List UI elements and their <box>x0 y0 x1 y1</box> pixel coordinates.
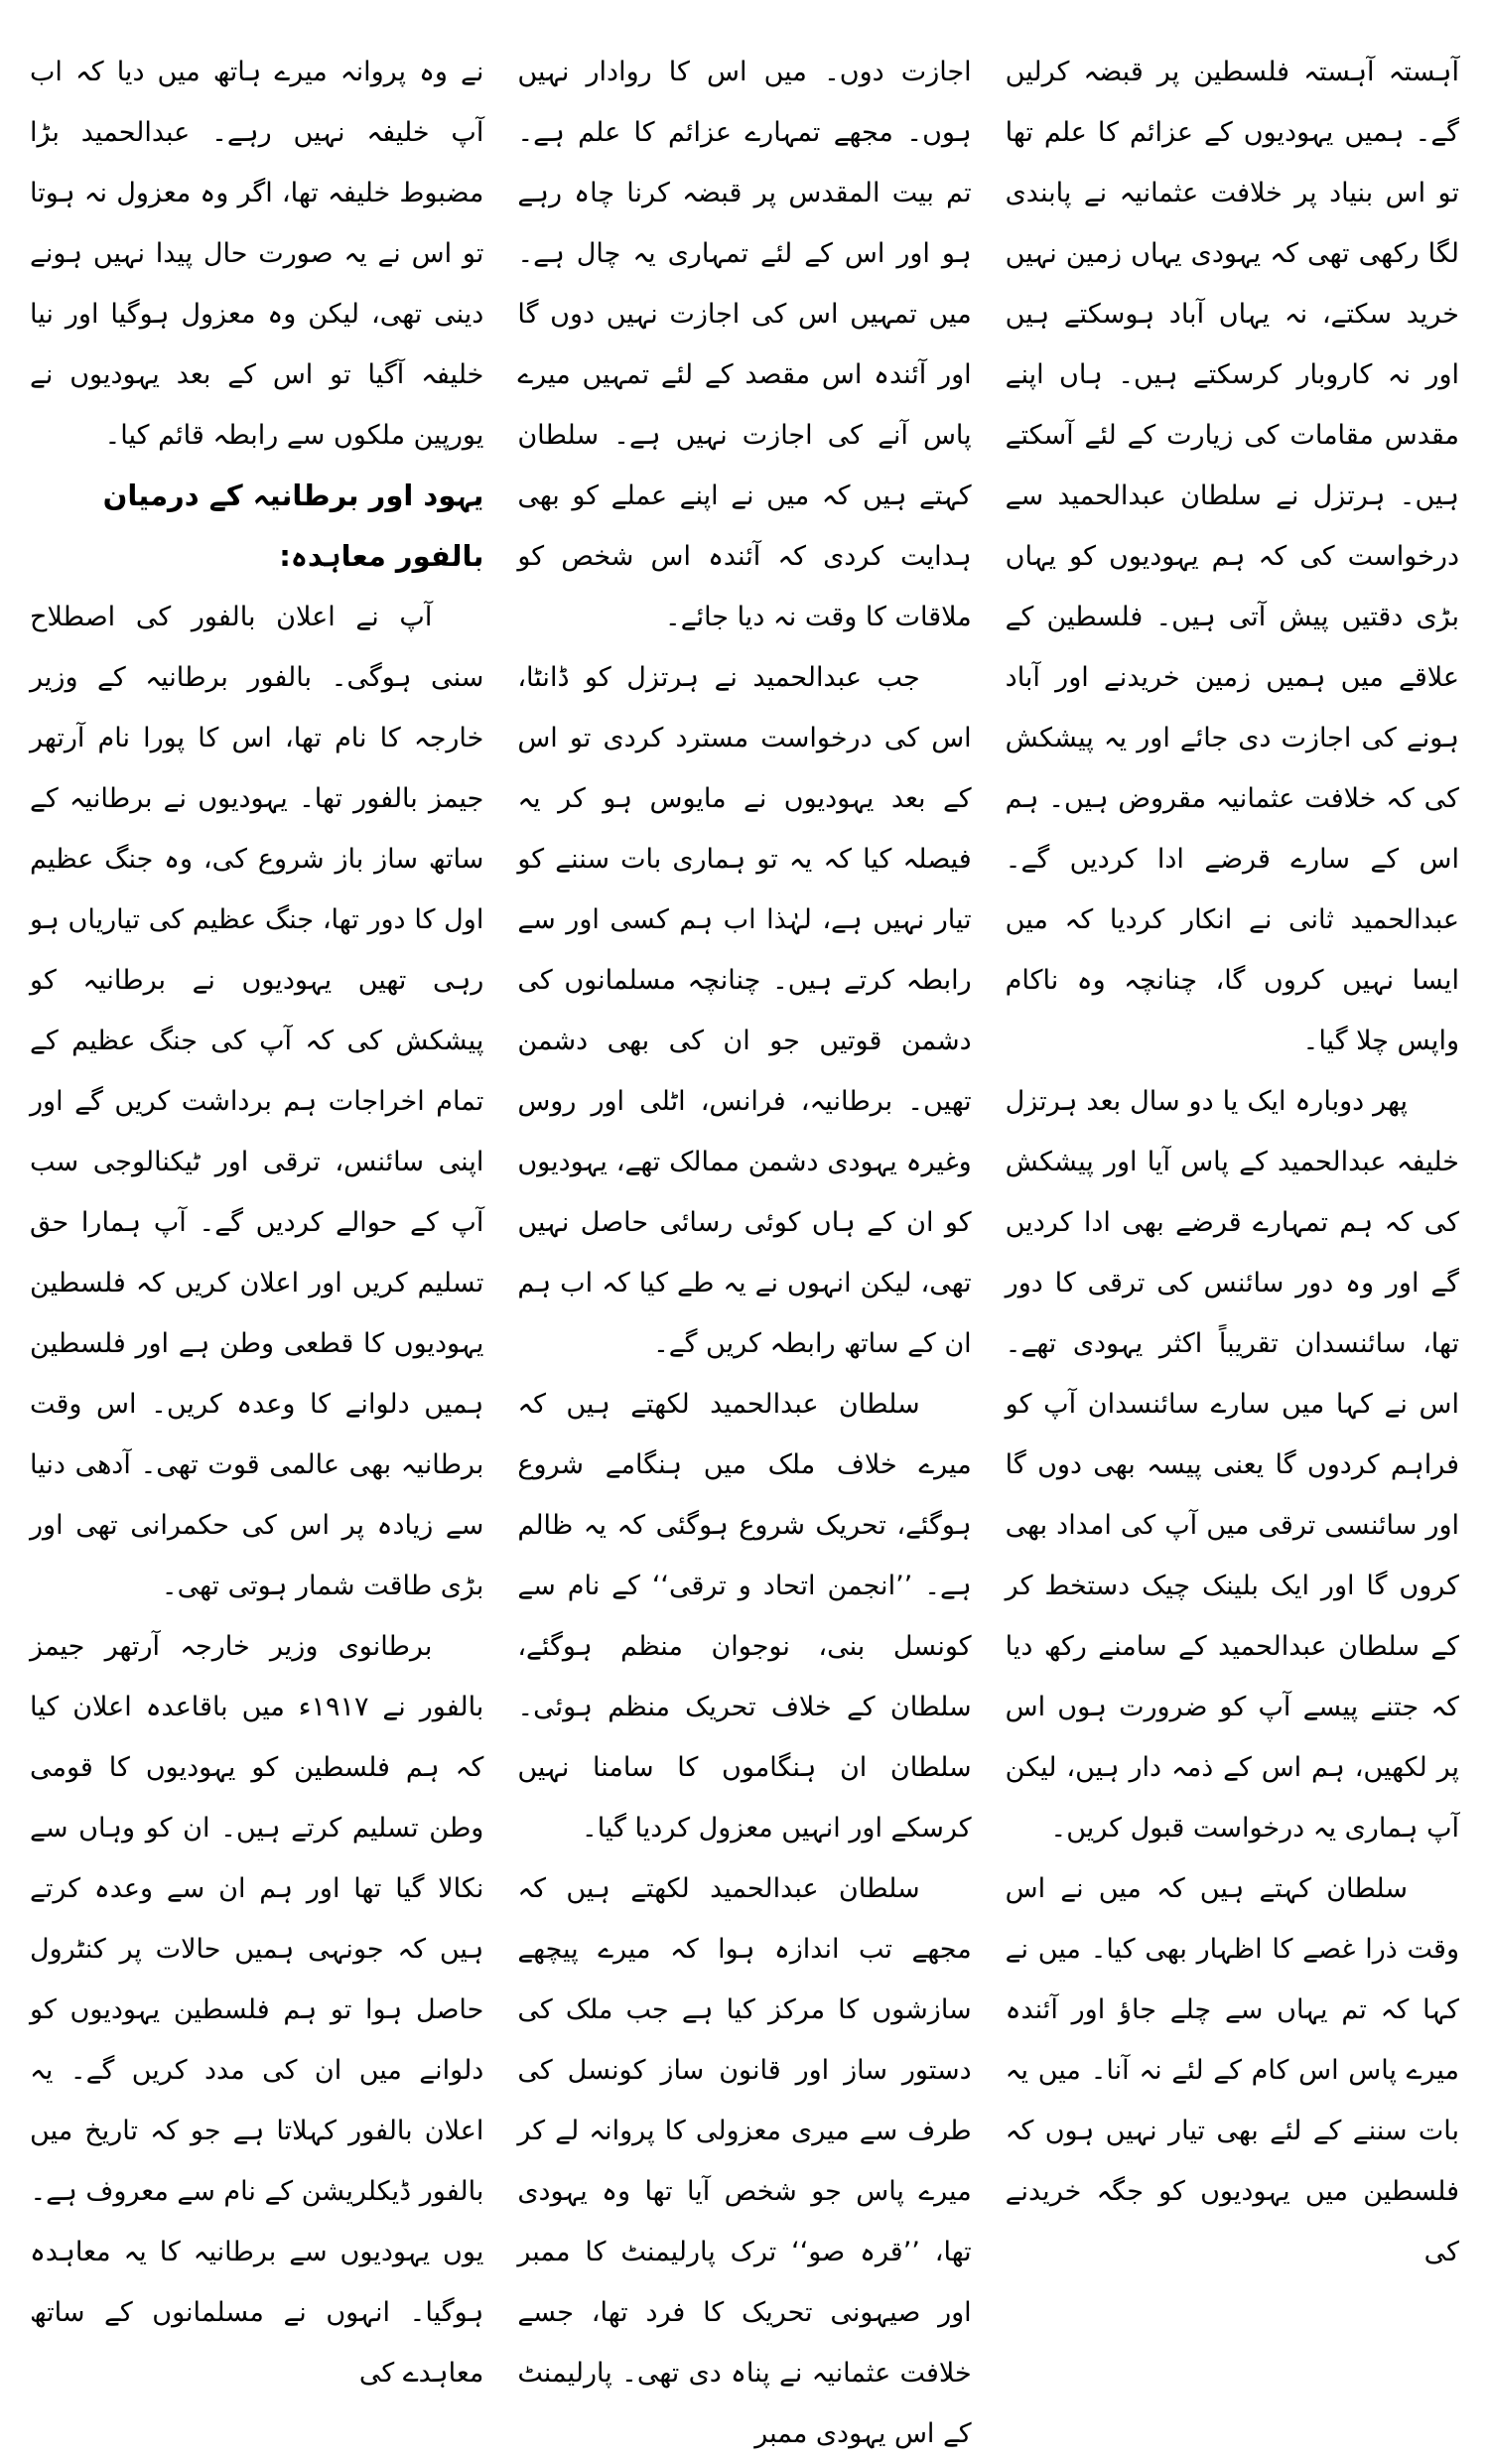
paragraph: جب عبدالحمید نے ہرتزل کو ڈانٹا، اس کی درخواست مسترد کردی تو اس کے بعد یہودیوں نے مایوس ہو کر یہ فیصلہ کیا کہ یہ تو ہماری بات سننے کو تیار نہیں ہے، لہٰذا اب ہم کسی اور سے رابطہ کرتے ہیں۔ چنانچہ مسلمانوں کی دشمن قوتیں جو ان کی بھی دشمن تھیں۔ برطانیہ، فرانس، اٹلی اور روس وغیرہ یہودی دشمن ممالک تھے، یہودیوں کو ان کے ہاں کوئی رسائی حاصل نہیں تھی، لیکن انہوں نے یہ طے کیا کہ اب ہم ان کے ساتھ رابطہ کریں گے۔ <box>517 662 972 1359</box>
paragraph: برطانوی وزیر خارجہ آرتھر جیمز بالفور نے ۱۹۱۷ء میں باقاعدہ اعلان کیا کہ ہم فلسطین کو یہودیوں کا قومی وطن تسلیم کرتے ہیں۔ ان کو وہاں سے نکالا گیا تھا اور ہم ان سے وعدہ کرتے ہیں کہ جونہی ہمیں حالات پر کنٹرول حاصل ہوا تو ہم فلسطین یہودیوں کو دلوانے میں ان کی مدد کریں گے۔ یہ اعلان بالفور کہلاتا ہے جو کہ تاریخ میں بالفور ڈیکلریشن کے نام سے معروف ہے۔ <box>30 1631 484 2207</box>
section-heading: یہود اور برطانیہ کے درمیان بالفور معاہدہ: <box>102 479 484 573</box>
column-right <box>1005 42 1459 2267</box>
column-left <box>30 42 484 2389</box>
paragraph: آپ نے اعلان بالفور کی اصطلاح سنی ہوگی۔ بالفور برطانیہ کے وزیر خارجہ کا نام تھا، اس کا پورا نام آرتھر جیمز بالفور تھا۔ یہودیوں نے برطانیہ کے ساتھ ساز باز شروع کی، وہ جنگ عظیم اول کا دور تھا، جنگ عظیم کی تیاریاں ہو رہی تھیں یہودیوں نے برطانیہ کو پیشکش کی کہ آپ کی جنگ عظیم کے تمام اخراجات ہم برداشت کریں گے اور اپنی سائنس، ترقی اور ٹیکنالوجی سب آپ کے حوالے کردیں گے۔ آپ ہمارا حق تسلیم کریں اور اعلان کریں کہ فلسطین یہودیوں کا قطعی وطن ہے اور فلسطین ہمیں دلوانے کا وعدہ کریں۔ اس وقت برطانیہ بھی عالمی قوت تھی۔ آدھی دنیا سے زیادہ پر اس کی حکمرانی تھی اور بڑی طاقت شمار ہوتی تھی۔ <box>30 602 484 1601</box>
paragraph: اجازت دوں۔ میں اس کا روادار نہیں ہوں۔ مجھے تمہارے عزائم کا علم ہے۔ تم بیت المقدس پر قبضہ کرنا چاہ رہے ہو اور اس کے لئے تمہاری یہ چال ہے۔ میں تمہیں اس کی اجازت نہیں دوں گا اور آئندہ اس مقصد کے لئے تمہیں میرے پاس آنے کی اجازت نہیں ہے۔ سلطان کہتے ہیں کہ میں نے اپنے عملے کو بھی ہدایت کردی کہ آئندہ اس شخص کو ملاقات کا وقت نہ دیا جائے۔ <box>517 57 972 632</box>
paragraph: آہستہ آہستہ فلسطین پر قبضہ کرلیں گے۔ ہمیں یہودیوں کے عزائم کا علم تھا تو اس بنیاد پر خلافت عثمانیہ نے پابندی لگا رکھی تھی کہ یہودی یہاں زمین نہیں خرید سکتے، نہ یہاں آباد ہوسکتے ہیں اور نہ کاروبار کرسکتے ہیں۔ ہاں اپنے مقدس مقامات کی زیارت کے لئے آسکتے ہیں۔ ہرتزل نے سلطان عبدالحمید سے درخواست کی کہ ہم یہودیوں کو یہاں بڑی دقتیں پیش آتی ہیں۔ فلسطین کے علاقے میں ہمیں زمین خریدنے اور آباد ہونے کی اجازت دی جائے اور یہ پیشکش کی کہ خلافت عثمانیہ مقروض ہیں۔ ہم اس کے سارے قرضے ادا کردیں گے۔ عبدالحمید ثانی نے انکار کردیا کہ میں ایسا نہیں کروں گا، چنانچہ وہ ناکام واپس چلا گیا۔ <box>1005 57 1459 1056</box>
paragraph: نے وہ پروانہ میرے ہاتھ میں دیا کہ اب آپ خلیفہ نہیں رہے۔ عبدالحمید بڑا مضبوط خلیفہ تھا، اگر وہ معزول نہ ہوتا تو اس نے یہ صورت حال پیدا نہیں ہونے دینی تھی، لیکن وہ معزول ہوگیا اور نیا خلیفہ آگیا تو اس کے بعد یہودیوں نے یورپین ملکوں سے رابطہ قائم کیا۔ <box>30 57 484 451</box>
paragraph: پھر دوبارہ ایک یا دو سال بعد ہرتزل خلیفہ عبدالحمید کے پاس آیا اور پیشکش کی کہ ہم تمہارے قرضے بھی ادا کردیں گے اور وہ دور سائنس کی ترقی کا دور تھا، سائنسدان تقریباً اکثر یہودی تھے۔ اس نے کہا میں سارے سائنسدان آپ کو فراہم کردوں گا یعنی پیسہ بھی دوں گا اور سائنسی ترقی میں آپ کی امداد بھی کروں گا اور ایک بلینک چیک دستخط کر کے سلطان عبدالحمید کے سامنے رکھ دیا کہ جتنے پیسے آپ کو ضرورت ہوں اس پر لکھیں، ہم اس کے ذمہ دار ہیں، لیکن آپ ہماری یہ درخواست قبول کریں۔ <box>1005 1086 1459 1844</box>
paragraph: سلطان کہتے ہیں کہ میں نے اس وقت ذرا غصے کا اظہار بھی کیا۔ میں نے کہا کہ تم یہاں سے چلے جاؤ اور آئندہ میرے پاس اس کام کے لئے نہ آنا۔ میں یہ بات سننے کے لئے بھی تیار نہیں ہوں کہ فلسطین میں یہودیوں کو جگہ خریدنے کی <box>1005 1873 1459 2267</box>
paragraph: یوں یہودیوں سے برطانیہ کا یہ معاہدہ ہوگیا۔ انہوں نے مسلمانوں کے ساتھ معاہدے کی <box>30 2237 484 2389</box>
paragraph: سلطان عبدالحمید لکھتے ہیں کہ میرے خلاف ملک میں ہنگامے شروع ہوگئے، تحریک شروع ہوگئی کہ یہ ظالم ہے۔ ’’انجمن اتحاد و ترقی‘‘ کے نام سے کونسل بنی، نوجوان منظم ہوگئے، سلطان کے خلاف تحریک منظم ہوئی۔ سلطان ان ہنگاموں کا سامنا نہیں کرسکے اور انہیں معزول کردیا گیا۔ <box>517 1389 972 1844</box>
paragraph: سلطان عبدالحمید لکھتے ہیں کہ مجھے تب اندازہ ہوا کہ میرے پیچھے سازشوں کا مرکز کیا ہے جب ملک کی دستور ساز اور قانون ساز کونسل کی طرف سے میری معزولی کا پروانہ لے کر میرے پاس جو شخص آیا تھا وہ یہودی تھا، ’’قرہ صو‘‘ ترک پارلیمنٹ کا ممبر اور صیہونی تحریک کا فرد تھا، جسے خلافت عثمانیہ نے پناہ دی تھی۔ پارلیمنٹ کے اس یہودی ممبر <box>517 1873 972 2449</box>
column-middle <box>517 42 972 2449</box>
